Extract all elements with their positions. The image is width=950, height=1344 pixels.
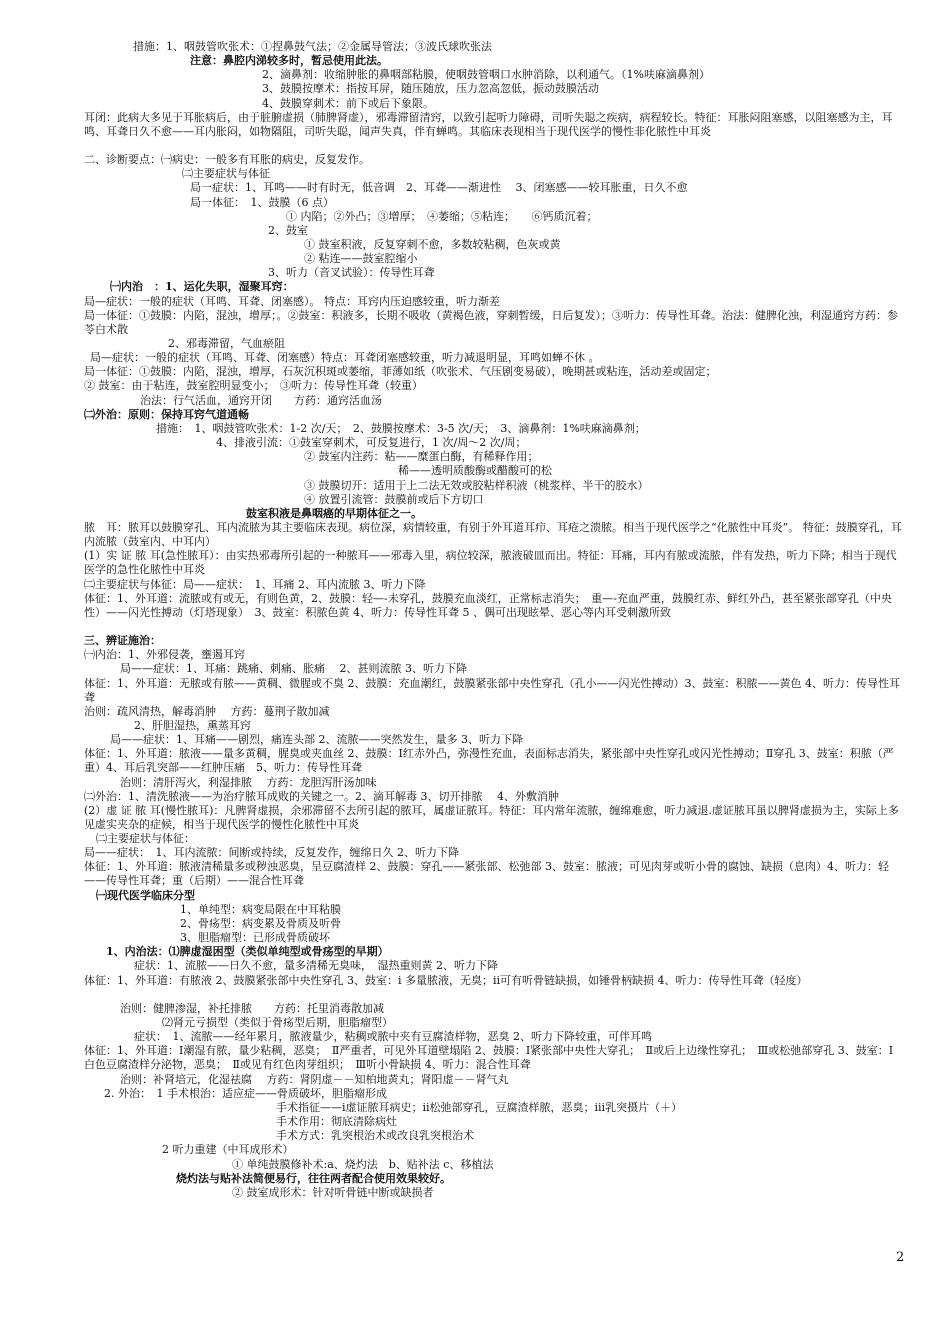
text-line: 2、肝胆湿热，熏蒸耳窍 — [134, 719, 251, 732]
text-line: ④ 放置引流管：鼓膜前或后下方切口 — [304, 493, 484, 506]
text-line: ② 鼓室：由于粘连，鼓室腔明显变小； ③听力：传导性耳聋（较重） — [84, 379, 423, 392]
text-line: 2、骨疡型：病变累及骨质及听骨 — [180, 917, 341, 930]
text-line: ② 粘连——鼓室腔缩小 — [304, 252, 418, 265]
text-line: 局一体征： 1、鼓膜（6 点） — [190, 196, 334, 209]
text-line: ② 鼓室内注药：粘——糜蛋白酶，有稀释作用； — [304, 450, 539, 463]
text-line: 治则：健脾渗湿，补托排脓 方药：托里消毒散加减 — [120, 1002, 384, 1015]
text-line: 治则：补肾培元，化湿祛腐 方药：肾阴虚－－知柏地黄丸；肾阳虚－－肾气丸 — [120, 1073, 509, 1086]
text-line: ③ 鼓膜切开：适用于上二法无效或胶粘样积液（桃浆样、半干的胶水） — [304, 479, 649, 492]
text-line: 措施：1、咽鼓管吹张术：①捏鼻鼓气法；②金属导管法；③波氏球吹张法 — [133, 40, 492, 53]
text-line: 2、鼓室 — [268, 224, 308, 237]
text-line: ㈡主要症状与体征 — [182, 167, 270, 180]
text-line: 鼓室积液是鼻咽癌的早期体征之一。 — [246, 507, 422, 520]
text-paragraph: (2）虚 证 脓 耳(慢性脓耳)：凡脾肾虚损，余邪滞留不去所引起的脓耳，属虚证脓耳。特征：耳内常年流脓，缠绵难愈，听力减退.虚证脓耳虽以脾肾虚损为主，实际上多见虚实夹杂的症候，相当于现代医学的慢性化脓性中耳炎 — [84, 804, 899, 831]
text-line: 治则：疏风清热，解毒消肿 方药：蔓荆子散加减 — [84, 705, 330, 718]
text-line: 二、诊断要点：㈠病史：一般多有耳胀的病史，反复发作。 — [84, 153, 370, 166]
text-line: 手术方式：乳突根治术或改良乳突根治术 — [276, 1129, 474, 1142]
text-line: 局——症状：1、耳痛：跳痛、刺痛、胀痛 2、甚则流脓 3、听力下降 — [120, 662, 467, 675]
text-line: 症状： 1、流脓——经年累月，脓液量少，粘稠或脓中夹有豆腐渣样物，恶臭 2、听力下降较重，可伴耳鸣 — [134, 1030, 652, 1043]
text-line: ① 内陷；②外凸；③增厚； ④萎缩；⑤粘连； ⑥钙质沉着； — [286, 210, 598, 223]
text-paragraph: 体征：1、外耳道：流脓或有或无，有则色黄，2、鼓膜：轻—-未穿孔，鼓膜充血淡红，正常标志消失； 重—-充血严重，鼓膜红赤、鲜红外凸，甚至紧张部穿孔（中央性）——闪光性搏动（灯塔现象） 3、鼓室：积脓色黄 4、听力：传导性耳聋 5 、偶可出现眩晕、恶心等内耳受刺激所致 — [84, 592, 892, 619]
text-paragraph: 体征：1、外耳道：无脓或有脓——黄稠、微腥或不臭 2、鼓膜：充血潮红，鼓膜紧张部中央性穿孔（孔小——闪光性搏动）3、鼓室：积脓——黄色 4、听力：传导性耳聋 — [84, 677, 900, 704]
text-line: 局—症状：一般的症状（耳鸣、耳聋、闭塞感）。 特点：耳窍内压迫感较重，听力渐差 — [84, 295, 500, 308]
text-line: 局—症状：一般的症状（耳鸣、耳聋、闭塞感）特点：耳聋闭塞感较重，听力减退明显，耳鸣如蝉不休 。 — [90, 351, 600, 364]
text-line: 1、单纯型：病变局限在中耳粘膜 — [180, 903, 341, 916]
text-line: ② 鼓室成形术：针对听骨链中断或缺损者 — [232, 1186, 434, 1199]
text-line: ㈠内治 ：1、运化失职，湿聚耳窍： — [110, 280, 294, 293]
text-line: ㈡主要症状与体征： — [96, 832, 195, 845]
page-number: 2 — [896, 1250, 905, 1265]
text-line: 2、邪毒滞留，气血瘀阻 — [168, 337, 285, 350]
text-line: 注意：鼻腔内涕较多时，暂忌使用此法。 — [190, 54, 388, 67]
text-line: 局一症状：1、耳鸣——时有时无，低音调 2、耳聋——渐进性 3、闭塞感——较耳胀重，日久不愈 — [190, 181, 688, 194]
text-line: 局一体征：①鼓膜：内陷，混浊，增厚，石灰沉积斑或萎缩，菲薄如纸（吹张术、气压剧变易破），晚期甚或粘连，活动差或固定； — [84, 365, 717, 378]
text-paragraph: 体征：1、外耳道：有脓液 2、鼓膜紧张部中央性穿孔 3、鼓室：ⅰ 多量脓液，无臭；ⅱ可有听骨链缺损，如锤骨柄缺损 4、听力：传导性耳聋（轻度） — [84, 974, 808, 987]
text-line: 1、内治法：⑴脾虚湿困型（类似单纯型或骨疡型的早期） — [106, 945, 389, 958]
text-line: ① 鼓室积液，反复穿刺不愈，多数较粘稠，色灰或黄 — [304, 238, 561, 251]
text-line: 手术指征——ⅰ虚证脓耳病史；ⅱ松弛部穿孔，豆腐渣样脓，恶臭；ⅲ乳突摄片（＋） — [276, 1101, 683, 1114]
text-paragraph: 体征：1、外耳道：Ⅰ潮湿有脓，量少粘稠，恶臭； Ⅱ严重者，可见外耳道壁塌陷 2、鼓膜：Ⅰ紧张部中央性大穿孔； Ⅱ或后上边缘性穿孔； Ⅲ或松弛部穿孔 3、鼓室：Ⅰ白色豆腐渣样分泌物，恶臭； Ⅱ或见有红色肉芽组织； Ⅲ听小骨缺损 4、听力：混合性耳聋 — [84, 1044, 894, 1071]
text-line: 烧灼法与贴补法简便易行，往往两者配合使用效果较好。 — [176, 1172, 451, 1185]
text-line: 治则：清肝泻火，利湿排脓 方药：龙胆泻肝汤加味 — [120, 776, 377, 789]
text-line: 局——症状：1、耳痛——剧烈，痛连头部 2、流脓——突然发生，量多 3、听力下降 — [110, 733, 523, 746]
text-line: ㈡外治：1、清洗脓液——为治疗脓耳成败的关键之一。2、滴耳解毒 3、切开排脓 4、外敷消肿 — [84, 790, 559, 803]
text-line: 三、辨证施治： — [84, 634, 161, 647]
text-paragraph: 体征：1、外耳道：脓液——量多黄稠，腥臭或夹血丝 2、鼓膜：Ⅰ红赤外凸，弥漫性充血，表面标志消失，紧张部中央性穿孔或闪光性搏动；Ⅱ穿孔 3、鼓室：积脓（严重）4、耳后乳突部——红肿压痛 5、听力：传导性耳聋 — [84, 747, 894, 774]
text-paragraph: 脓 耳：脓耳以鼓膜穿孔、耳内流脓为其主要临床表现。病位深，病情较重，有别于外耳道耳疖、耳疮之溃脓。相当于现代医学之“化脓性中耳炎”。 特征：鼓膜穿孔，耳内流脓（鼓室内、中耳内） — [84, 521, 902, 548]
text-line: 3、鼓膜按摩术：指按耳屏，随压随放，压力忽高忽低，振动鼓膜活动 — [262, 82, 599, 95]
text-line: ㈡外治：原则：保持耳窍气道通畅 — [84, 408, 249, 421]
text-line: 3、听力（音叉试验）：传导性耳聋 — [268, 266, 435, 279]
text-paragraph: (1）实 证 脓 耳(急性脓耳）：由实热邪毒所引起的一种脓耳——邪毒入里，病位较深，脓液破皿而出。特征：耳痛，耳内有脓或流脓，伴有发热，听力下降；相当于现代医学的急性化脓性中耳炎 — [84, 549, 897, 576]
text-paragraph: 耳闭：此病大多见于耳胀病后，由于脏腑虚损（肺脾肾虚），邪毒滞留清窍，以致引起听力障碍，司听失聪之疾病，病程较长。特征：耳胀闷阻塞感，以阻塞感为主，耳鸣、耳聋日久不愈——耳内胀闷，如物隔阻，司听失聪，闻声失真，伴有蝉鸣。其临床表现相当于现代医学的慢性非化脓性中耳炎 — [84, 111, 893, 138]
text-line: 症状：1、流脓——日久不愈，量多清稀无臭味， 湿热重则黄 2、听力下降 — [134, 959, 498, 972]
text-line: 局——症状： 1、耳内流脓：间断或持续，反复发作，缠绵日久 2、听力下降 — [84, 846, 459, 859]
text-line: ① 单纯鼓膜修补术:a、烧灼法 b、贴补法 c、移植法 — [232, 1158, 494, 1171]
text-line: 4、鼓膜穿刺术：前下或后下象限。 — [262, 97, 434, 110]
text-paragraph: 局一体征：①鼓膜：内陷，混浊，增厚；。②鼓室：积液多，长期不吸收（黄褐色液，穿刺暂缓，日后复发）；③听力：传导性耳聋。治法：健脾化浊，利湿通窍方药：参苓白术散 — [84, 309, 898, 336]
text-line: 2 听力重建（中耳成形术） — [162, 1143, 294, 1156]
text-line: ㈡主要症状与体征：局——症状： 1、耳痛 2、耳内流脓 3、听力下降 — [84, 578, 426, 591]
text-line: 稀——透明质酸酶或醋酸可的松 — [398, 464, 552, 477]
text-line: 手术作用：彻底清除病灶 — [276, 1115, 397, 1128]
text-line: 治法：行气活血，通窍开闭 方药：通窍活血汤 — [140, 394, 382, 407]
text-line: ㈠内治：1、外邪侵袭，壅遏耳窍 — [84, 648, 245, 661]
text-line: ㈠现代医学临床分型 — [96, 889, 195, 902]
text-line: 3、胆脂瘤型：已形成骨质破坏 — [180, 931, 330, 944]
text-line: 4、排液引流：①鼓室穿刺术，可反复进行，1 次/周～2 次/周； — [216, 436, 527, 449]
text-paragraph: 体征：1、外耳道：脓液清稀量多或秽浊恶臭，呈豆腐渣样 2、鼓膜：穿孔——紧张部、松弛部 3、鼓室：脓液；可见肉芽或听小骨的腐蚀、缺损（息肉）4、听力：轻——传导性耳聋；重（后期）——混合性耳聋 — [84, 860, 889, 887]
text-line: ⑵肾元亏损型（类似于骨疡型后期，胆脂瘤型） — [162, 1016, 393, 1029]
text-line: 2、滴鼻剂：收缩肿胀的鼻咽部粘膜，使咽鼓管咽口水肿消除，以利通气。（1%呋麻滴鼻剂） — [262, 68, 710, 81]
text-line: 2. 外治： 1 手术根治：适应症——骨质破坏，胆脂瘤形成 — [104, 1087, 387, 1100]
text-line: 措施： 1、咽鼓管吹张术：1-2 次/天； 2、鼓膜按摩术：3-5 次/天； 3、滴鼻剂：1%呋麻滴鼻剂； — [156, 422, 646, 435]
